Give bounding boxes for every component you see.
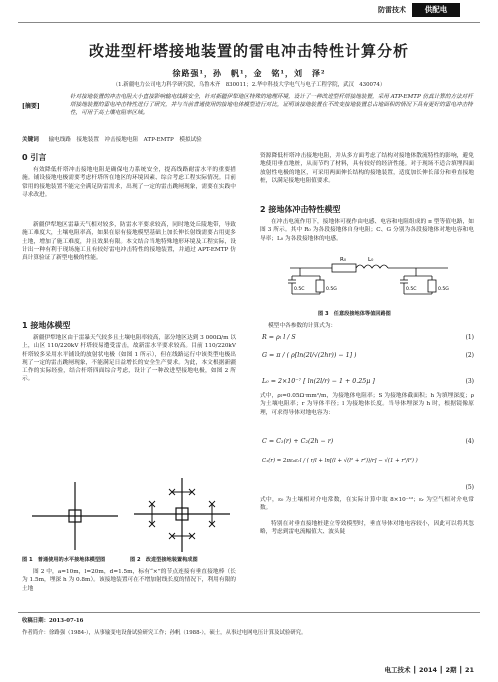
keywords-label: 关键词 bbox=[22, 137, 39, 143]
page-footer: 电工技术 ┃ 2014 ┃ 2期 ┃ 21 bbox=[384, 666, 474, 674]
paper-title: 改进型杆塔接地装置的雷电冲击特性计算分析 bbox=[88, 42, 409, 60]
footer-rule bbox=[18, 612, 480, 613]
equation-2 bbox=[262, 352, 474, 359]
param-intro: 模型中各参数的计算式为： bbox=[268, 323, 337, 329]
equation-4-text: C = C₁(r) + C₂(2h − r) bbox=[262, 438, 334, 445]
received-date: 收稿日期：2013-07-16 bbox=[22, 618, 84, 624]
label-ro: R₀ bbox=[340, 257, 347, 263]
right-paragraph-last: 特别在对垂直接地桩建立等效模型时，垂直导体对地电容较小，因此可以将其忽略，考虑到雷电流幅值大、波头陡 bbox=[260, 521, 474, 536]
paper-authors: 徐路强¹，孙 帆¹，金 铭¹，刘 泽² bbox=[172, 68, 326, 78]
method-paragraph-1: 在冲击电流作用下，接地体可视作由电感、电容和电阻组成的 π 型等值电路，如图 3 所示。其中 R₀ 为各段接地体自身电阻；C、G 分别为各段接地体对地电容和电导率；L₀ 为各段接地体的电感。 bbox=[260, 219, 474, 242]
section-label: 防雷技术 bbox=[378, 6, 406, 14]
label-g-right: 0.5G bbox=[438, 287, 449, 292]
equation-3 bbox=[262, 378, 474, 385]
label-c-right: 0.5C bbox=[406, 287, 417, 292]
intro-heading: 0 引言 bbox=[22, 153, 47, 162]
equation-4 bbox=[262, 438, 474, 445]
intro-paragraph-2: 新疆伊犁地区雷暴天气相对较多，防雷水平要求较高，同时地处丘陵地带，导致施工难度大，土壤电阻率高，如果在原有接地模型基础上加长伸长射线需要占用更多土地，增加了施工难度，并且效果有限。本文结合当地特殊地形环境及工程实际，设计出一种有利于现场施工且有较好雷电冲击特性的接地装置，并通过 APT-EMTP 仿真计算验证了新型电极的性能。 bbox=[22, 222, 236, 261]
equation-3-number: (3) bbox=[465, 378, 474, 385]
abstract-label: [摘要] bbox=[22, 103, 40, 110]
equation-description: 式中，ρₗ=0.05Ω·mm²/m，为接地体电阻率；S 为接地体截面积；h 为填埋深度；ρ 为土壤电阻率；r 为导体半径；l 为接地体长度。当导体埋深为 h 时，根据镜像原理，可求得导体对地电容为： bbox=[260, 393, 474, 416]
model-paragraph-1: 新疆伊犁地区由于雷暴天气较多且土壤电阻率较高，部分地区达到 3 000Ω/m 以上，山区 110/220kV 杆塔较易遭受雷击，故新雷水平要求较高。目前 110/220kV 杆塔较多采用水平铺设的放射状电极（如图 1 所示），但在线路运行中该类型电极出现了一定的雷击跳闸现象，不能满足日益增长的安全生产要求。为此，本文根据新疆工作的实际经验，结合杆塔四面综合考虑，设计了一种改进型接地电极，如图 2 所示。 bbox=[22, 335, 236, 383]
figure-3-caption: 图 3 任意段接地体等值回路图 bbox=[318, 311, 391, 317]
equation-5-text: C₁(r) = 2πε₀εᵣl / ( r/l + ln[(l + √(l² + r²))/r] − √(1 + r²/l²) ) bbox=[262, 458, 418, 464]
author-affiliation: （1.新疆电力公司电力科学研究院，乌鲁木齐 830011；2.华中科技大学电气与电子工程学院，武汉 430074） bbox=[112, 82, 386, 88]
keywords-text: 输电线路 接地装置 冲击接地电阻 ATP-EMTP 模拟试验 bbox=[48, 137, 202, 143]
equation-1-number: (1) bbox=[465, 334, 474, 341]
journal-header-bar bbox=[0, 0, 498, 20]
intro-paragraph-1: 有效降低杆塔冲击接地电阻是确保电力系统安全，提高线路耐雷水平的重要措施。铺设接地电极需要考虑杆塔所在地区的环境因素、综合考虑工程实际情况。目前常用的接地装置不能完全满足防雷需求，出现了一定的雷击跳闸现象，需要在实践中寻求改进。 bbox=[22, 167, 236, 198]
header-rule bbox=[18, 22, 480, 23]
abstract bbox=[22, 93, 474, 117]
model-heading: 1 接地体模型 bbox=[22, 321, 71, 330]
equation-1 bbox=[262, 334, 474, 341]
equation-2-number: (2) bbox=[465, 352, 474, 359]
equation-1-text: R = ρₗ l / S bbox=[262, 334, 296, 341]
equation-5-number-row bbox=[262, 484, 474, 492]
label-g-left: 0.5G bbox=[326, 287, 337, 292]
equation-2-text: G = π / ( ρ[ln(2l/√(2hr)) − 1] ) bbox=[262, 352, 357, 359]
equation-5 bbox=[262, 458, 474, 464]
equation-5-description: 式中，ε₀ 为土壤相对介电常数，在实际计算中取 8×10⁻¹²；εᵣ 为空气相对介电常数。 bbox=[260, 497, 474, 512]
label-lo: L₀ bbox=[368, 257, 374, 263]
figure-1-caption: 图 1 普通使用的水平接地体模型图 bbox=[22, 557, 106, 563]
equation-4-number: (4) bbox=[465, 438, 474, 445]
figure-2-improved-electrode bbox=[132, 476, 232, 554]
method-heading: 2 接地体冲击特性模型 bbox=[260, 205, 341, 214]
column-tag: 供配电 bbox=[412, 3, 460, 17]
label-c-left: 0.5C bbox=[294, 287, 305, 292]
figure-3-pi-circuit bbox=[286, 254, 452, 306]
figure-2-caption: 图 2 改进型接地装置构成图 bbox=[130, 557, 198, 563]
abstract-text: 针对接地装置的冲击电阻大小直接影响输电线路安全，针对新疆伊犁地区特殊的地理环境，设计了一种改进型杆塔接地装置，采用 ATP-EMTP 仿真计算的方法对杆塔接地装置的雷电冲击特性进行了研究，并与当前普通使用的接地电体模型进行对比，证明该接地装置在不改变接地装置总占地面积的情况下具有更好的雷电冲击特性，可用于高土壤电阻率区域。 bbox=[70, 94, 473, 117]
figure-1-radial-electrode bbox=[28, 480, 122, 552]
right-paragraph-1: 资源降低杆塔冲击接地电阻，并从多方面考虑了结构对接地体散流特性的影响，避免地使用垂直地桩，从而节约了材料，具有较好的经济性能。对于现场不适合填埋四面放射性电极的地区，可采用两面伸长结构的接地装置，适度加长伸长部分和垂直接地桩，以满足接地电阻值要求。 bbox=[260, 153, 474, 184]
figure-description: 图 2 中，a=10m，l=20m，d=1.5m，标有“×”的节点连接有垂直接地棒（长为 1.5m，埋深 h 为 0.8m）。该接地装置可在不增加射线长度的情况下，利用有限的土地 bbox=[22, 569, 236, 592]
keywords bbox=[22, 135, 474, 143]
author-bio: 作者简介：徐路强（1984-），从事输变电设备试验研究工作；孙帆（1988-），硕士，从事过电网电压计算及试验研究。 bbox=[22, 630, 307, 636]
equation-5-number: (5) bbox=[465, 484, 474, 491]
equation-3-text: L₀ = 2×10⁻⁷ [ ln(2l/r) − 1 + 0.25μ ] bbox=[262, 378, 375, 385]
